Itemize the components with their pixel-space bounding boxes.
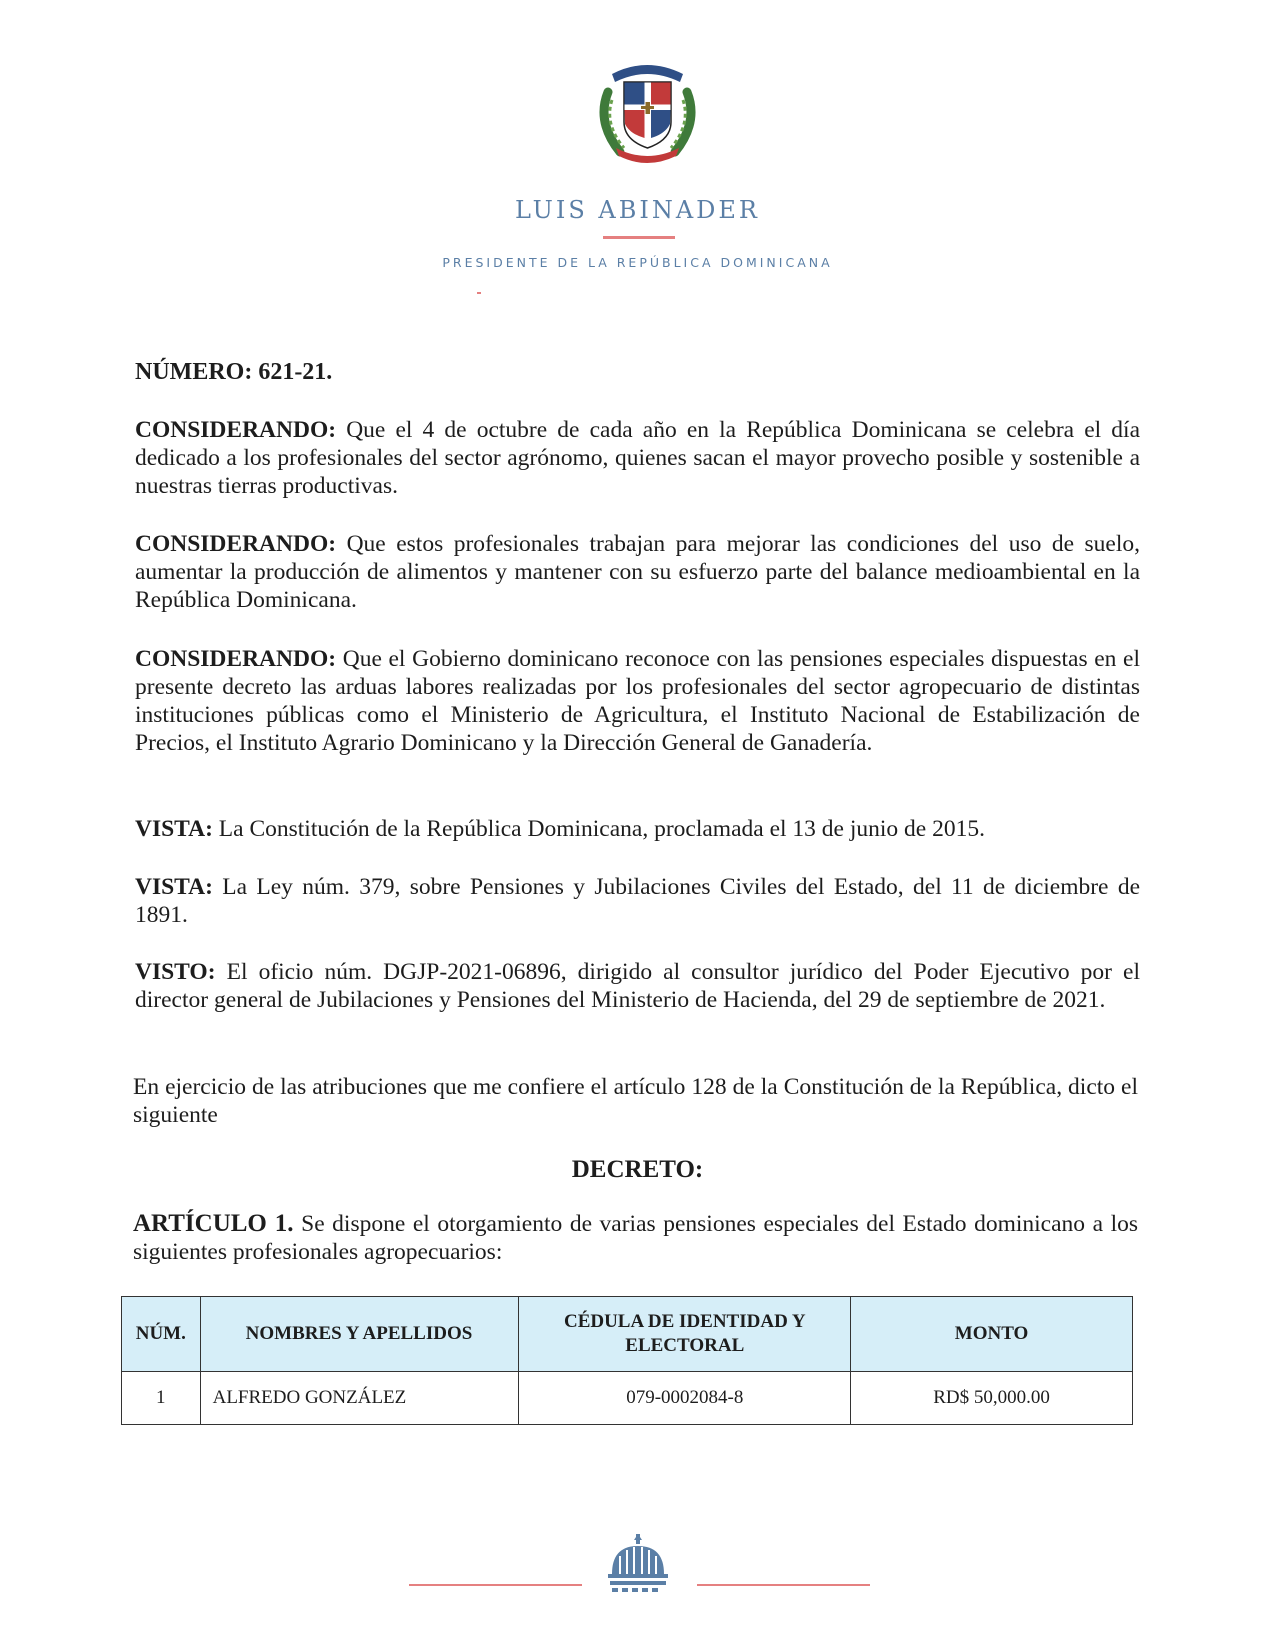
header-mark <box>477 292 481 294</box>
cell-name: ALFREDO GONZÁLEZ <box>200 1372 519 1425</box>
considerando-paragraph <box>135 645 1140 757</box>
table-row <box>122 1372 1133 1425</box>
considerando-text: Que el Gobierno dominicano reconoce con las pensiones especiales dispuestas en el presente decreto las arduas labores realizadas por los profesionales del sector agropecuario de distintas instituciones públicas como el Ministerio de Agricultura, el Instituto Nacional de Estabilización de Precios, el Instituto Agrario Dominicano y la Dirección General de Ganadería. <box>135 646 1141 756</box>
president-name: LUIS ABINADER <box>514 196 760 224</box>
footer-rule-right <box>697 1584 870 1586</box>
vista-text: La Constitución de la República Dominicana, proclamada el 13 de junio de 2015. <box>218 816 985 842</box>
considerando-paragraph <box>135 416 1140 500</box>
considerando-text: Que estos profesionales trabajan para mejorar las condiciones del uso de suelo, aumentar la producción de alimentos y mantener con su esfuerzo parte del balance medioambiental en la República Dominicana. <box>135 531 1140 613</box>
header-divider <box>603 236 675 239</box>
vista-label: VISTA: <box>135 874 213 900</box>
coat-of-arms-icon <box>590 52 705 167</box>
pensions-table <box>121 1296 1133 1425</box>
articulo-text: Se dispone el otorgamiento de varias pensiones especiales del Estado dominicano a los siguientes profesionales agropecuarios: <box>133 1211 1138 1265</box>
considerando-label: CONSIDERANDO: <box>135 417 337 443</box>
header-cedula: CÉDULA DE IDENTIDAD Y ELECTORAL <box>519 1297 851 1372</box>
national-palace-dome-icon <box>606 1534 670 1594</box>
ejercicio-paragraph: En ejercicio de las atribuciones que me confiere el artículo 128 de la Constitución de la República, dicto el siguiente <box>133 1074 1138 1128</box>
considerando-label: CONSIDERANDO: <box>135 531 337 557</box>
footer-rule-left <box>409 1584 582 1586</box>
vista-label: VISTA: <box>135 816 213 842</box>
header-monto: MONTO <box>851 1297 1133 1372</box>
articulo-paragraph <box>133 1210 1138 1266</box>
header-num: NÚM. <box>122 1297 201 1372</box>
cell-num: 1 <box>122 1372 201 1425</box>
visto-paragraph <box>135 958 1140 1014</box>
vista-text: La Ley núm. 379, sobre Pensiones y Jubilaciones Civiles del Estado, del 11 de diciembre de 1891. <box>135 874 1141 928</box>
table-header-row <box>122 1297 1133 1372</box>
vista-paragraph <box>135 873 1140 929</box>
considerando-paragraph <box>135 530 1140 614</box>
header-names: NOMBRES Y APELLIDOS <box>200 1297 519 1372</box>
articulo-label: ARTÍCULO 1. <box>133 1210 294 1237</box>
considerando-text: Que el 4 de octubre de cada año en la República Dominicana se celebra el día dedicado a los profesionales del sector agrónomo, quienes sacan el mayor provecho posible y sostenible a nuestras tierras productivas. <box>135 417 1140 499</box>
visto-label: VISTO: <box>135 959 216 985</box>
visto-text: El oficio núm. DGJP-2021-06896, dirigido al consultor jurídico del Poder Ejecutivo por el director general de Jubilaciones y Pensiones del Ministerio de Hacienda, del 29 de septiembre de 2021. <box>135 959 1141 1013</box>
vista-paragraph <box>135 815 1140 843</box>
cell-cedula: 079-0002084-8 <box>519 1372 851 1425</box>
president-title: PRESIDENTE DE LA REPÚBLICA DOMINICANA <box>442 255 833 270</box>
cell-monto: RD$ 50,000.00 <box>851 1372 1133 1425</box>
decree-number: NÚMERO: 621-21. <box>135 359 333 385</box>
decreto-heading: DECRETO: <box>571 1156 704 1183</box>
considerando-label: CONSIDERANDO: <box>135 646 337 672</box>
